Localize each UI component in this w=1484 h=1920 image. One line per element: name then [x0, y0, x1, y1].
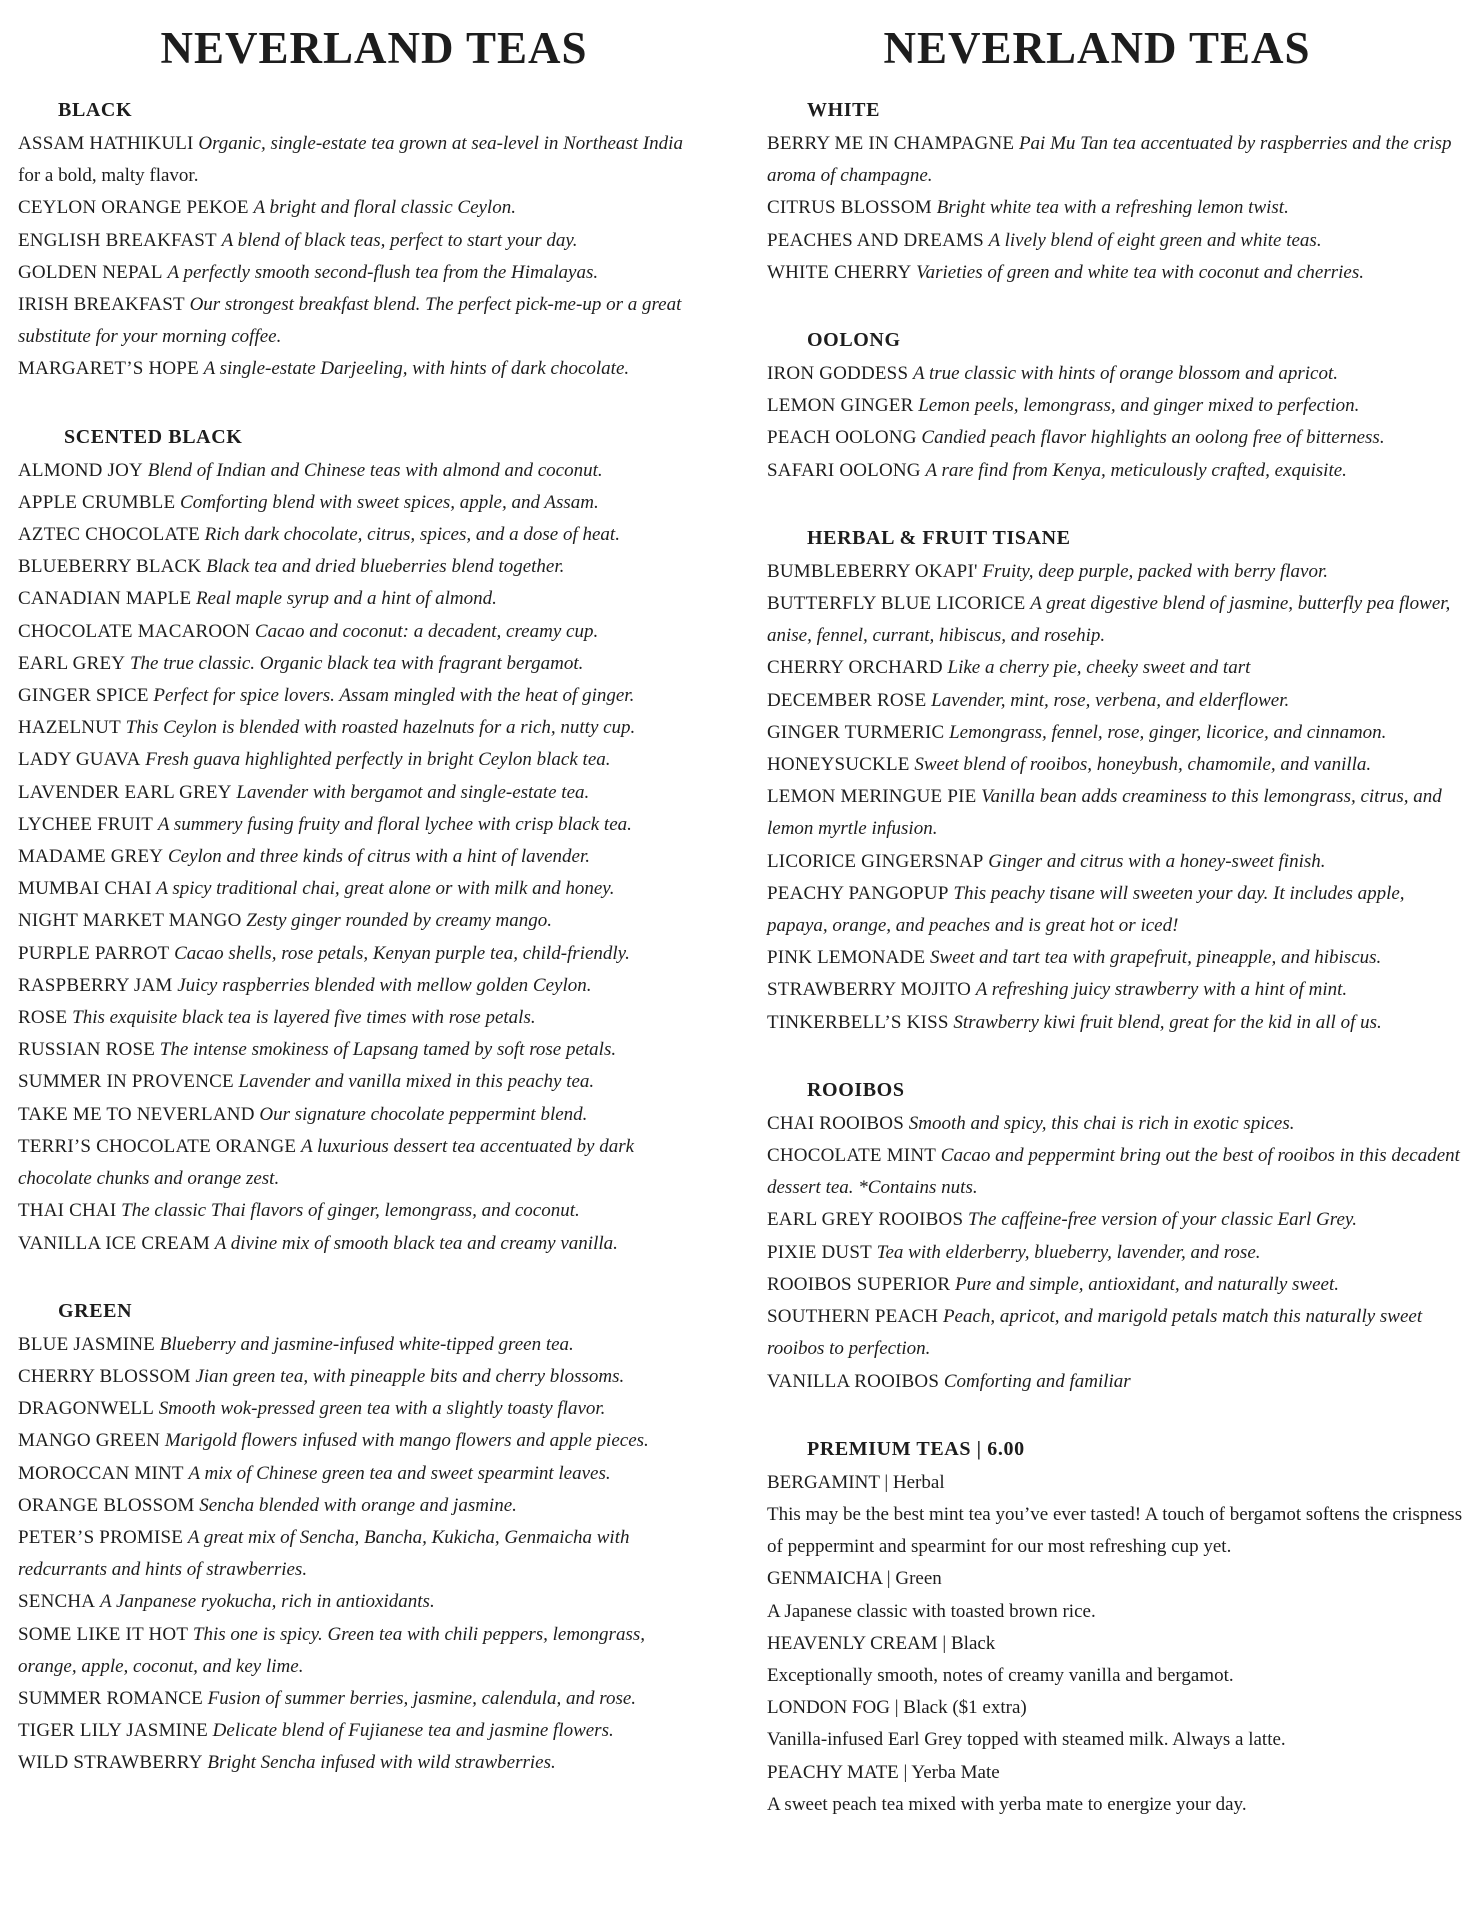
tea-name: PINK LEMONADE	[767, 947, 926, 969]
tea-description: Cacao shells, rose petals, Kenyan purple tea, child-friendly.	[174, 942, 630, 964]
tea-name: TAKE ME TO NEVERLAND	[18, 1103, 255, 1125]
tea-description: The caffeine-free version of your classic Earl Grey.	[967, 1209, 1358, 1231]
tea-name: RASPBERRY JAM	[18, 974, 173, 996]
tea-item	[18, 744, 698, 776]
tea-item	[18, 1066, 698, 1098]
tea-item	[767, 942, 1467, 974]
tea-name: EARL GREY	[18, 652, 126, 674]
tea-name: CHOCOLATE MINT	[767, 1145, 937, 1167]
tea-name: PEACHES AND DREAMS	[767, 229, 984, 251]
tea-item	[767, 588, 1467, 652]
tea-item	[18, 809, 698, 841]
tea-item	[18, 1458, 698, 1490]
tea-name: LADY GUAVA	[18, 749, 141, 771]
tea-description: This exquisite black tea is layered five times with rose petals.	[72, 1007, 536, 1029]
tea-item	[18, 225, 698, 257]
tea-item	[767, 1301, 1467, 1365]
tea-description: Pure and simple, antioxidant, and naturally sweet.	[954, 1273, 1339, 1295]
tea-name: SAFARI OOLONG	[767, 459, 921, 481]
tea-item	[18, 1195, 698, 1227]
tea-item	[18, 1002, 698, 1034]
tea-name: DRAGONWELL	[18, 1398, 155, 1420]
tea-name: BUTTERFLY BLUE LICORICE	[767, 593, 1026, 615]
tea-description: Bright Sencha infused with wild strawberries.	[207, 1752, 556, 1774]
page-title: NEVERLAND TEAS	[160, 23, 588, 73]
tea-description: Juicy raspberries blended with mellow golden Ceylon.	[177, 974, 592, 996]
tea-name: HAZELNUT	[18, 717, 121, 739]
tea-description: A bright and floral classic Ceylon.	[253, 197, 516, 219]
tea-description: A summery fusing fruity and floral lychee with crisp black tea.	[157, 813, 632, 835]
tea-name: RUSSIAN ROSE	[18, 1039, 156, 1061]
premium-tea-description: A sweet peach tea mixed with yerba mate to energize your day.	[767, 1793, 1247, 1815]
tea-name: PETER’S PROMISE	[18, 1526, 184, 1548]
tea-name: BLUE JASMINE	[18, 1333, 155, 1355]
tea-item	[767, 225, 1467, 257]
tea-description: Like a cherry pie, cheeky sweet and tart	[947, 657, 1251, 679]
tea-description: The classic Thai flavors of ginger, lemongrass, and coconut.	[121, 1200, 580, 1222]
tea-name: SOME LIKE IT HOT	[18, 1623, 189, 1645]
tea-name: APPLE CRUMBLE	[18, 491, 176, 513]
tea-item	[18, 551, 698, 583]
tea-description: This peachy tisane will sweeten your day. It includes apple, papaya, orange, and peaches and is great hot or iced!	[767, 882, 1405, 937]
tea-name: PEACH OOLONG	[767, 427, 917, 449]
section-heading: GREEN	[58, 1299, 133, 1322]
tea-description: Smooth wok-pressed green tea with a slightly toasty flavor.	[158, 1398, 606, 1420]
tea-name: PURPLE PARROT	[18, 942, 170, 964]
menu-section-rooibos	[767, 1076, 1467, 1398]
tea-item	[18, 1099, 698, 1131]
section-heading: BLACK	[58, 99, 133, 121]
tea-item	[18, 712, 698, 744]
tea-description: Marigold flowers infused with mango flowers and apple pieces.	[164, 1430, 649, 1452]
tea-description: The true classic. Organic black tea with fragrant bergamot.	[129, 652, 584, 674]
tea-item	[18, 192, 698, 224]
section-heading: WHITE	[807, 99, 881, 121]
tea-description: Zesty ginger rounded by creamy mango.	[246, 910, 552, 932]
tea-description: Fruity, deep purple, packed with berry flavor.	[982, 560, 1328, 582]
tea-item	[18, 1393, 698, 1425]
tea-description: Fusion of summer berries, jasmine, calendula, and rose.	[207, 1687, 637, 1709]
tea-description: A perfectly smooth second-flush tea from the Himalayas.	[167, 261, 599, 283]
tea-item	[767, 685, 1467, 717]
tea-name: CANADIAN MAPLE	[18, 588, 192, 610]
tea-description: A rare find from Kenya, meticulously crafted, exquisite.	[925, 459, 1347, 481]
premium-tea-name: GENMAICHA | Green	[767, 1568, 942, 1590]
section-heading: ROOIBOS	[807, 1078, 905, 1101]
tea-name: CHERRY BLOSSOM	[18, 1365, 191, 1387]
tea-description: Organic, single-estate tea grown at sea-level in Northeast India	[198, 133, 683, 154]
tea-description: Sweet and tart tea with grapefruit, pineapple, and hibiscus.	[930, 947, 1382, 969]
tea-description: Our strongest breakfast blend. The perfect pick-me-up or a great substitute for your morning coffee.	[18, 294, 682, 348]
tea-item	[18, 1747, 698, 1779]
tea-item	[767, 556, 1467, 588]
premium-tea-description: A Japanese classic with toasted brown rice.	[767, 1600, 1096, 1622]
tea-description: A refreshing juicy strawberry with a hint of mint.	[975, 979, 1348, 1001]
menu-section-herbal-fruit-tisane	[767, 524, 1467, 1039]
tea-name: STRAWBERRY MOJITO	[767, 979, 972, 1001]
tea-description: Perfect for spice lovers. Assam mingled with the heat of ginger.	[153, 685, 635, 707]
tea-item	[18, 873, 698, 905]
tea-item	[767, 1140, 1467, 1204]
tea-description-tail: for a bold, malty flavor.	[18, 165, 199, 187]
tea-description: Candied peach flavor highlights an oolong free of bitterness.	[921, 427, 1385, 449]
menu-section-oolong	[767, 326, 1467, 487]
tea-description: Blueberry and jasmine-infused white-tipped green tea.	[159, 1333, 574, 1355]
tea-description: Sencha blended with orange and jasmine.	[199, 1494, 517, 1516]
tea-description: Jian green tea, with pineapple bits and cherry blossoms.	[195, 1365, 625, 1387]
tea-name: SUMMER IN PROVENCE	[18, 1071, 234, 1093]
tea-description: The intense smokiness of Lapsang tamed by soft rose petals.	[159, 1039, 617, 1061]
tea-item	[18, 970, 698, 1002]
tea-description: This one is spicy. Green tea with chili peppers, lemongrass, orange, apple, coconut, and key lime.	[18, 1623, 645, 1677]
tea-description: Ceylon and three kinds of citrus with a hint of lavender.	[167, 846, 590, 868]
tea-description: A spicy traditional chai, great alone or with milk and honey.	[156, 878, 615, 900]
tea-name: VANILLA ROOIBOS	[767, 1370, 940, 1392]
premium-tea-name: PEACHY MATE | Yerba Mate	[767, 1761, 1000, 1783]
tea-description: A true classic with hints of orange blossom and apricot.	[912, 363, 1339, 385]
tea-name: CITRUS BLOSSOM	[767, 197, 932, 219]
tea-item	[767, 974, 1467, 1006]
tea-name: AZTEC CHOCOLATE	[18, 524, 200, 546]
tea-description: A luxurious dessert tea accentuated by dark chocolate chunks and orange zest.	[18, 1135, 635, 1190]
tea-item	[18, 1034, 698, 1066]
tea-description: Vanilla bean adds creaminess to this lemongrass, citrus, and lemon myrtle infusion.	[767, 786, 1442, 840]
section-heading: SCENTED BLACK	[64, 425, 243, 448]
tea-description: Peach, apricot, and marigold petals match this naturally sweet rooibos to perfection.	[767, 1306, 1423, 1360]
premium-tea-description: Vanilla-infused Earl Grey topped with steamed milk. Always a latte.	[767, 1729, 1286, 1751]
tea-description: A divine mix of smooth black tea and creamy vanilla.	[214, 1232, 618, 1254]
tea-description: Pai Mu Tan tea accentuated by raspberries and the crisp aroma of champagne.	[767, 133, 1452, 187]
section-heading: PREMIUM TEAS | 6.00	[807, 1437, 1025, 1460]
tea-name: MANGO GREEN	[18, 1430, 161, 1452]
tea-item	[767, 878, 1467, 942]
tea-description: Cacao and peppermint bring out the best of rooibos in this decadent dessert tea. *Contains nuts.	[767, 1145, 1460, 1199]
tea-name: EARL GREY ROOIBOS	[767, 1209, 964, 1231]
page-title: NEVERLAND TEAS	[883, 23, 1311, 73]
tea-description: Lavender and vanilla mixed in this peachy tea.	[238, 1071, 595, 1093]
tea-item	[18, 353, 698, 385]
tea-item	[767, 257, 1467, 289]
tea-item	[18, 1522, 698, 1586]
tea-item	[18, 777, 698, 809]
tea-name: BERRY ME IN CHAMPAGNE	[767, 133, 1015, 154]
tea-item	[767, 1237, 1467, 1269]
tea-description: This Ceylon is blended with roasted hazelnuts for a rich, nutty cup.	[125, 717, 636, 739]
tea-item	[18, 1715, 698, 1747]
premium-tea-description: This may be the best mint tea you’ve ever tasted! A touch of bergamot softens the crispness of peppermint and spearmint for our most refreshing cup yet.	[767, 1503, 1463, 1558]
tea-item	[18, 1361, 698, 1393]
premium-tea-name: BERGAMINT | Herbal	[767, 1471, 945, 1493]
tea-description: A Janpanese ryokucha, rich in antioxidants.	[99, 1591, 435, 1613]
tea-description: A blend of black teas, perfect to start your day.	[221, 229, 578, 251]
tea-item	[767, 1108, 1467, 1140]
tea-item	[18, 680, 698, 712]
tea-description: Rich dark chocolate, citrus, spices, and a dose of heat.	[204, 524, 620, 546]
tea-description: Comforting blend with sweet spices, apple, and Assam.	[180, 491, 599, 513]
tea-item	[767, 749, 1467, 781]
menu-section-green	[18, 1297, 698, 1780]
tea-item	[767, 652, 1467, 684]
tea-name: CHOCOLATE MACAROON	[18, 620, 251, 642]
tea-name: WILD STRAWBERRY	[18, 1752, 203, 1774]
tea-item	[767, 455, 1467, 487]
tea-description: Blend of Indian and Chinese teas with almond and coconut.	[147, 459, 603, 481]
tea-description: Strawberry kiwi fruit blend, great for the kid in all of us.	[953, 1011, 1382, 1033]
menu-section-premium-teas	[767, 1435, 1467, 1821]
tea-description: Lemongrass, fennel, rose, ginger, licorice, and cinnamon.	[949, 721, 1387, 743]
tea-description: A lively blend of eight green and white teas.	[988, 229, 1322, 251]
tea-item	[18, 841, 698, 873]
menu-section-scented-black	[18, 423, 698, 1260]
tea-description: Bright white tea with a refreshing lemon twist.	[936, 197, 1289, 219]
tea-description: Delicate blend of Fujianese tea and jasmine flowers.	[212, 1720, 614, 1742]
tea-item	[18, 1131, 698, 1195]
tea-name: HONEYSUCKLE	[767, 754, 910, 776]
tea-item	[18, 1228, 698, 1260]
tea-name: MADAME GREY	[18, 846, 164, 868]
tea-name: SENCHA	[18, 1591, 96, 1613]
tea-name: LICORICE GINGERSNAP	[767, 850, 984, 872]
tea-description: Varieties of green and white tea with coconut and cherries.	[916, 261, 1364, 283]
tea-item	[767, 1204, 1467, 1236]
tea-description: Comforting and familiar	[943, 1370, 1131, 1392]
tea-name: ROSE	[18, 1007, 68, 1029]
tea-description: Black tea and dried blueberries blend together.	[206, 556, 565, 578]
tea-item	[767, 192, 1467, 224]
tea-item	[767, 390, 1467, 422]
tea-item	[767, 128, 1467, 192]
tea-item	[767, 781, 1467, 845]
tea-name: LEMON MERINGUE PIE	[767, 786, 977, 808]
left-sections	[18, 96, 698, 1817]
tea-name: GINGER SPICE	[18, 685, 149, 707]
tea-item	[18, 1683, 698, 1715]
tea-name: CHAI ROOIBOS	[767, 1112, 904, 1134]
tea-name: ASSAM HATHIKULI	[18, 133, 194, 154]
tea-description: Fresh guava highlighted perfectly in bright Ceylon black tea.	[145, 749, 611, 771]
tea-item	[18, 905, 698, 937]
tea-name: TINKERBELL’S KISS	[767, 1011, 949, 1033]
tea-name: NIGHT MARKET MANGO	[18, 910, 242, 932]
tea-item	[18, 519, 698, 551]
tea-item	[18, 616, 698, 648]
tea-name: THAI CHAI	[18, 1200, 117, 1222]
tea-item	[767, 422, 1467, 454]
tea-description: A single-estate Darjeeling, with hints of dark chocolate.	[203, 358, 630, 380]
tea-name: LAVENDER EARL GREY	[18, 781, 232, 803]
premium-tea-name: HEAVENLY CREAM | Black	[767, 1632, 996, 1654]
tea-description: Lavender with bergamot and single-estate tea.	[236, 781, 590, 803]
tea-item	[18, 1619, 698, 1683]
tea-name: PIXIE DUST	[767, 1241, 872, 1263]
tea-name: ENGLISH BREAKFAST	[18, 229, 217, 251]
right-sections	[767, 96, 1467, 1858]
tea-item	[18, 1425, 698, 1457]
tea-item	[18, 648, 698, 680]
tea-name: CEYLON ORANGE PEKOE	[18, 197, 249, 219]
tea-name: ROOIBOS SUPERIOR	[767, 1273, 951, 1295]
tea-name: MOROCCAN MINT	[18, 1462, 184, 1484]
tea-name: ALMOND JOY	[18, 459, 143, 481]
tea-name: CHERRY ORCHARD	[767, 657, 943, 679]
tea-name: SUMMER ROMANCE	[18, 1687, 203, 1709]
tea-item	[767, 717, 1467, 749]
tea-description: Lavender, mint, rose, verbena, and elderflower.	[931, 689, 1290, 711]
menu-section-black	[18, 96, 698, 386]
tea-item	[767, 846, 1467, 878]
tea-name: LEMON GINGER	[767, 395, 914, 417]
tea-item	[18, 289, 698, 353]
tea-name: IRON GODDESS	[767, 363, 909, 385]
menu-section-white	[767, 96, 1467, 289]
tea-item	[18, 1490, 698, 1522]
tea-item	[767, 1366, 1467, 1398]
section-heading: HERBAL & FRUIT TISANE	[807, 526, 1071, 549]
tea-name: WHITE CHERRY	[767, 261, 912, 283]
tea-item	[18, 1586, 698, 1618]
tea-item	[767, 1269, 1467, 1301]
tea-description: Sweet blend of rooibos, honeybush, chamomile, and vanilla.	[914, 754, 1372, 776]
tea-description: A great mix of Sencha, Bancha, Kukicha, Genmaicha with redcurrants and hints of strawberries.	[18, 1526, 630, 1581]
tea-name: LYCHEE FRUIT	[18, 813, 154, 835]
tea-description: A mix of Chinese green tea and sweet spearmint leaves.	[188, 1462, 611, 1484]
tea-name: BUMBLEBERRY OKAPI'	[767, 560, 978, 582]
tea-item	[767, 358, 1467, 390]
tea-name: PEACHY PANGOPUP	[767, 882, 949, 904]
premium-tea-description: Exceptionally smooth, notes of creamy vanilla and bergamot.	[767, 1664, 1234, 1686]
tea-name: IRISH BREAKFAST	[18, 294, 185, 316]
tea-description: Real maple syrup and a hint of almond.	[196, 588, 497, 610]
tea-name: VANILLA ICE CREAM	[18, 1232, 210, 1254]
tea-name: MARGARET’S HOPE	[18, 358, 199, 380]
tea-name: SOUTHERN PEACH	[767, 1306, 939, 1328]
tea-name: DECEMBER ROSE	[767, 689, 927, 711]
tea-item	[18, 257, 698, 289]
tea-description: A great digestive blend of jasmine, butterfly pea flower, anise, fennel, currant, hibiscus, and rosehip.	[767, 593, 1451, 647]
tea-name: TERRI’S CHOCOLATE ORANGE	[18, 1135, 297, 1157]
tea-description: Our signature chocolate peppermint blend.	[259, 1103, 588, 1125]
tea-description: Lemon peels, lemongrass, and ginger mixed to perfection.	[918, 395, 1360, 417]
tea-description: Ginger and citrus with a honey-sweet finish.	[988, 850, 1326, 872]
tea-description: Cacao and coconut: a decadent, creamy cup.	[254, 620, 599, 642]
tea-item	[18, 455, 698, 487]
tea-item	[767, 1007, 1467, 1039]
tea-item	[18, 583, 698, 615]
tea-description: Tea with elderberry, blueberry, lavender, and rose.	[876, 1241, 1261, 1263]
tea-description: Smooth and spicy, this chai is rich in exotic spices.	[908, 1112, 1295, 1134]
tea-name: GOLDEN NEPAL	[18, 261, 163, 283]
section-heading: OOLONG	[807, 329, 901, 352]
tea-name: TIGER LILY JASMINE	[18, 1720, 208, 1742]
tea-item	[18, 1329, 698, 1361]
tea-name: MUMBAI CHAI	[18, 878, 152, 900]
tea-item	[18, 128, 698, 192]
premium-tea-name: LONDON FOG | Black ($1 extra)	[767, 1697, 1027, 1719]
tea-name: ORANGE BLOSSOM	[18, 1494, 195, 1516]
tea-name: BLUEBERRY BLACK	[18, 556, 202, 578]
tea-item	[18, 487, 698, 519]
tea-item	[18, 938, 698, 970]
tea-name: GINGER TURMERIC	[767, 721, 945, 743]
